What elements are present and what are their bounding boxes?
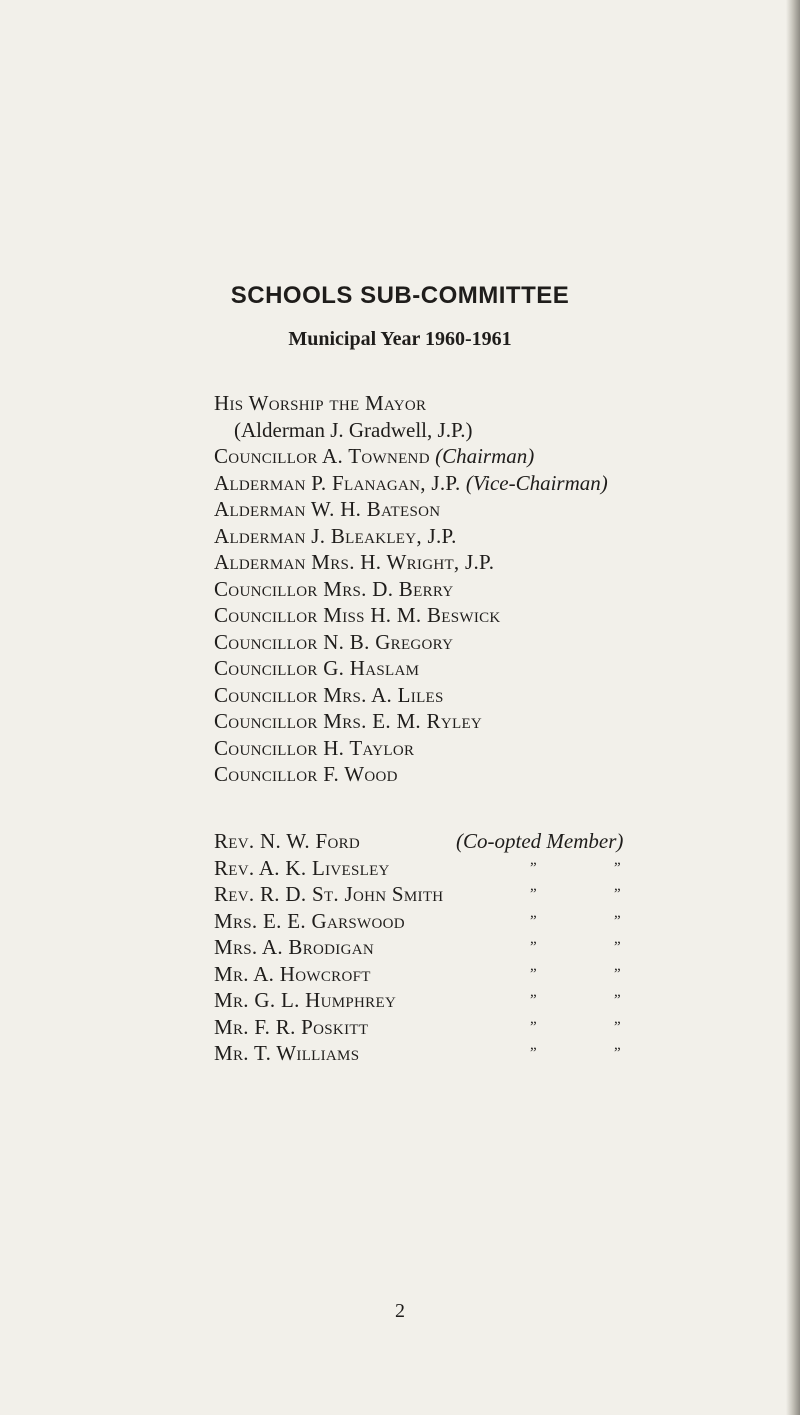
coopted-name: Rev. R. D. St. John Smith — [214, 882, 444, 906]
ditto-mark: ” — [530, 1018, 537, 1035]
coopted-member-list — [214, 828, 654, 1067]
member-role: (Chairman) — [435, 444, 535, 468]
coopted-name: Mr. T. Williams — [214, 1041, 360, 1065]
member-entry — [214, 655, 608, 682]
member-entry — [214, 417, 608, 444]
member-name: Councillor Mrs. D. Berry — [214, 576, 454, 601]
ditto-mark: ” — [530, 886, 537, 902]
member-name: Alderman W. H. Bateson — [214, 497, 441, 521]
coopted-entry — [214, 908, 654, 935]
member-entry — [214, 629, 608, 656]
ditto-mark: ” — [614, 939, 621, 955]
coopted-entry — [214, 961, 654, 988]
document-subtitle: Municipal Year 1960-1961 — [288, 328, 512, 350]
member-name: (Alderman J. Gradwell, J.P.) — [234, 417, 473, 442]
member-name: Councillor Mrs. A. Liles — [214, 682, 444, 707]
ditto-mark: ” — [530, 939, 537, 955]
coopted-name: Mr. G. L. Humphrey — [214, 988, 397, 1012]
coopted-label: (Co-opted Member) — [456, 829, 624, 853]
ditto-mark: ” — [614, 886, 621, 902]
ditto-mark: ” — [614, 1045, 621, 1061]
coopted-entry — [214, 828, 654, 855]
member-name: Councillor G. Haslam — [214, 656, 420, 680]
member-entry — [214, 523, 608, 550]
ditto-mark: ” — [530, 912, 537, 929]
coopted-name: Mrs. E. E. Garswood — [214, 908, 405, 933]
member-entry — [214, 761, 608, 788]
member-entry — [214, 443, 608, 470]
member-name: His Worship the Mayor — [214, 391, 427, 415]
coopted-entry — [214, 987, 654, 1014]
member-name: Councillor Miss H. M. Beswick — [214, 603, 501, 627]
page-number: 2 — [395, 1300, 405, 1322]
member-entry — [214, 708, 608, 735]
member-entry — [214, 496, 608, 523]
coopted-entry — [214, 934, 654, 961]
member-name: Councillor A. Townend — [214, 444, 430, 468]
coopted-name: Mrs. A. Brodigan — [214, 935, 374, 959]
ditto-mark: ” — [614, 1018, 621, 1035]
document-title: SCHOOLS SUB-COMMITTEE — [230, 282, 570, 309]
member-entry — [214, 602, 608, 629]
ditto-mark: ” — [530, 992, 537, 1008]
member-name: Alderman P. Flanagan, J.P. — [214, 470, 461, 495]
member-name: Councillor F. Wood — [214, 762, 398, 786]
coopted-name: Mr. A. Howcroft — [214, 961, 371, 986]
member-name: Councillor H. Taylor — [214, 735, 415, 760]
member-list — [214, 390, 608, 788]
member-entry — [214, 735, 608, 762]
member-name: Alderman J. Bleakley, J.P. — [214, 523, 457, 548]
coopted-entry — [214, 881, 654, 908]
member-entry — [214, 682, 608, 709]
ditto-mark: ” — [530, 859, 537, 876]
ditto-mark: ” — [614, 912, 621, 929]
member-entry — [214, 576, 608, 603]
coopted-name: Rev. A. K. Livesley — [214, 855, 390, 880]
ditto-mark: ” — [530, 1045, 537, 1061]
ditto-mark: ” — [614, 859, 621, 876]
coopted-entry — [214, 855, 654, 882]
member-name: Councillor Mrs. E. M. Ryley — [214, 709, 483, 733]
member-entry — [214, 549, 608, 576]
coopted-name: Mr. F. R. Poskitt — [214, 1014, 369, 1039]
ditto-mark: ” — [530, 965, 537, 982]
coopted-entry — [214, 1040, 654, 1067]
member-entry — [214, 390, 608, 417]
ditto-mark: ” — [614, 965, 621, 982]
ditto-mark: ” — [614, 992, 621, 1008]
member-role: (Vice-Chairman) — [465, 470, 608, 495]
page-edge-shadow — [786, 0, 800, 1415]
member-name: Councillor N. B. Gregory — [214, 629, 454, 654]
coopted-entry — [214, 1014, 654, 1041]
member-entry — [214, 470, 608, 497]
coopted-name: Rev. N. W. Ford — [214, 829, 361, 853]
member-name: Alderman Mrs. H. Wright, J.P. — [214, 550, 495, 574]
